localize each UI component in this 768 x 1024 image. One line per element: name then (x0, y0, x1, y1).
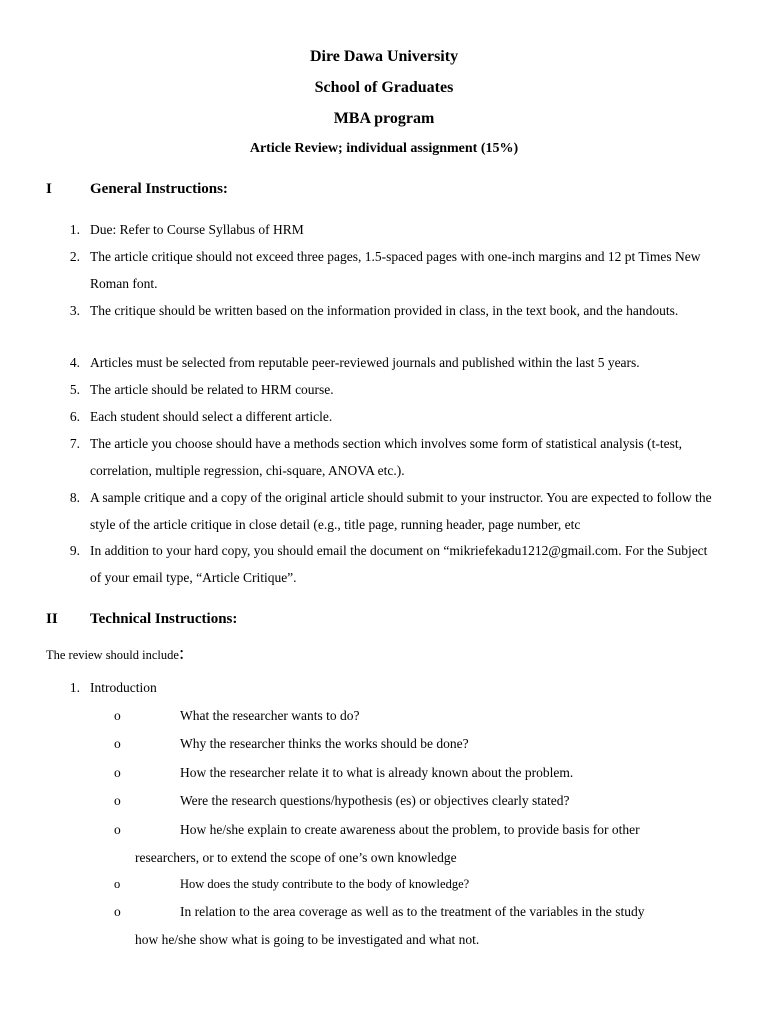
item-text: The critique should be written based on the information provided in class, in the text book, and the handouts. (90, 303, 679, 318)
item-number: 9. (69, 543, 80, 558)
bullet-text: Were the research questions/hypothesis (es) or objectives clearly stated? (180, 793, 570, 808)
item-text: Articles must be selected from reputable peer-reviewed journals and published within the last 5 years. (90, 355, 640, 370)
bullet-marker: o (114, 736, 121, 751)
item-number: 3. (69, 303, 80, 318)
bullet-text: In relation to the area coverage as well as to the treatment of the variables in the study (180, 904, 645, 919)
bullet-text: How does the study contribute to the body of knowledge? (180, 877, 470, 891)
bullet-text: Why the researcher thinks the works should be done? (180, 736, 469, 751)
bullet-text: How the researcher relate it to what is already known about the problem. (180, 765, 574, 780)
bullet-text: How he/she explain to create awareness about the problem, to provide basis for other (180, 822, 640, 837)
item-number: 7. (69, 436, 80, 451)
item-text: A sample critique and a copy of the original article should submit to your instructor. You are expected to follow the style of the article critique in close detail (e.g., title page, running header, page number, etc (90, 490, 712, 532)
item-number: 4. (69, 355, 80, 370)
section-title: Technical Instructions: (90, 611, 238, 627)
review-intro (46, 643, 184, 665)
bullet-marker: o (114, 793, 121, 808)
item-number: 5. (69, 382, 80, 397)
review-intro-colon: : (178, 643, 185, 664)
review-intro-text: The review should include (46, 648, 179, 662)
section-number: I (46, 181, 52, 197)
item-text: Introduction (90, 680, 157, 695)
item-text: Each student should select a different article. (90, 409, 333, 424)
bullet-marker: o (114, 765, 121, 780)
bullet-marker: o (114, 708, 121, 723)
item-number: 2. (69, 249, 80, 264)
item-number: 1. (69, 222, 80, 237)
bullet-marker: o (114, 822, 121, 837)
item-text: The article critique should not exceed three pages, 1.5-spaced pages with one-inch margins and 12 pt Times New Roman font. (90, 249, 701, 291)
bullet-marker: o (114, 877, 121, 891)
bullet-text: What the researcher wants to do? (180, 708, 360, 723)
school-title: School of Graduates (314, 79, 454, 96)
section-title: General Instructions: (90, 181, 228, 197)
item-number: 6. (69, 409, 80, 424)
item-text: Due: Refer to Course Syllabus of HRM (90, 222, 304, 237)
university-title: Dire Dawa University (309, 48, 459, 65)
item-text: In addition to your hard copy, you should email the document on “mikriefekadu1212@gmail.com. For the Subject of your email type, “Article Critique”. (90, 543, 708, 585)
assignment-title: Article Review; individual assignment (15%) (249, 141, 519, 156)
item-text: The article you choose should have a methods section which involves some form of statistical analysis (t-test, correlation, multiple regression, chi-square, ANOVA etc.). (90, 436, 682, 478)
section-number: II (46, 611, 58, 627)
item-text: The article should be related to HRM course. (90, 382, 334, 397)
bullet-marker: o (114, 904, 121, 919)
program-title: MBA program (333, 110, 435, 127)
item-number: 1. (69, 680, 80, 695)
bullet-text-continued: how he/she show what is going to be investigated and what not. (135, 932, 480, 947)
bullet-text-continued: researchers, or to extend the scope of one’s own knowledge (135, 850, 457, 865)
item-number: 8. (69, 490, 80, 505)
